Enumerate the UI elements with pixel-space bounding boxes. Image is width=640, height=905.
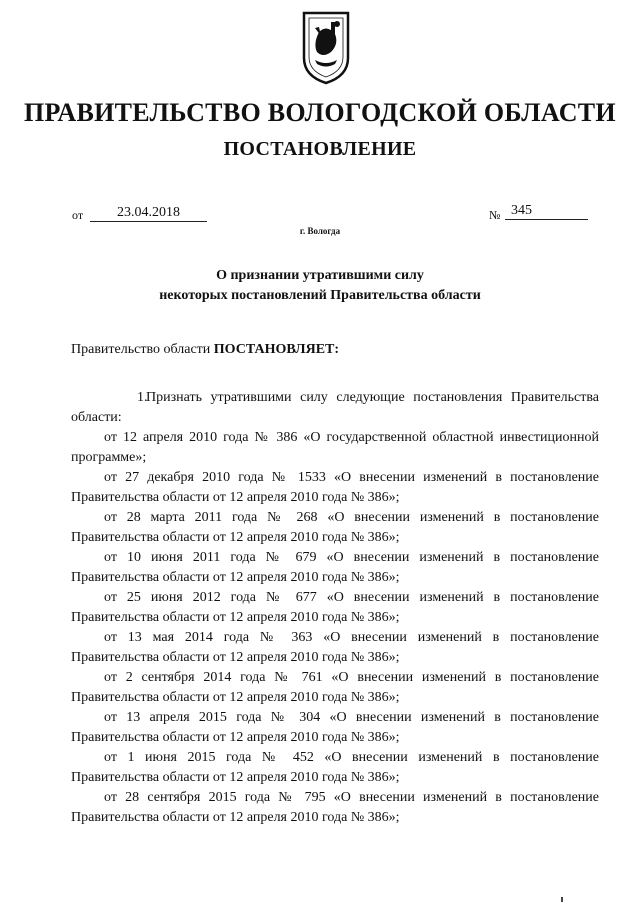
document-body [71, 388, 599, 828]
document-type: ПОСТАНОВЛЕНИЕ [223, 138, 417, 160]
resolution-item: от 28 сентября 2015 года № 795 «О внесении изменений в постановление Правительства области от 12 апреля 2010 года № 386»; [71, 790, 599, 825]
document-date: 23.04.2018 [90, 205, 207, 222]
intro-text: Правительство области [71, 342, 214, 357]
subject-line-2: некоторых постановлений Правительства области [159, 288, 481, 303]
resolution-item: от 27 декабря 2010 года № 1533 «О внесении изменений в постановление Правительства области от 12 апреля 2010 года № 386»; [71, 470, 599, 505]
city: г. Вологда [299, 226, 341, 236]
subject-line-1: О признании утратившими силу [216, 268, 424, 283]
document-subject [100, 266, 540, 306]
document-number [505, 203, 588, 220]
item-1 [71, 388, 599, 428]
item-1-number: 1. [137, 390, 148, 405]
intro-decree-word: ПОСТАНОВЛЯЕТ: [213, 342, 340, 357]
resolution-item: от 13 апреля 2015 года № 304 «О внесении изменений в постановление Правительства области от 12 апреля 2010 года № 386»; [71, 710, 599, 745]
document-number-value: 345 [511, 203, 532, 218]
resolution-item: от 2 сентября 2014 года № 761 «О внесении изменений в постановление Правительства области от 12 апреля 2010 года № 386»; [71, 670, 599, 705]
resolution-item: от 1 июня 2015 года № 452 «О внесении изменений в постановление Правительства области от 12 апреля 2010 года № 386»; [71, 750, 599, 785]
resolution-item: от 10 июня 2011 года № 679 «О внесении изменений в постановление Правительства области от 12 апреля 2010 года № 386»; [71, 550, 599, 585]
number-label: № [489, 208, 501, 222]
intro-paragraph [71, 340, 599, 360]
date-label: от [72, 208, 84, 222]
resolution-item: от 12 апреля 2010 года № 386 «О государственной областной инвестиционной программе»; [71, 430, 599, 465]
resolution-item: от 28 марта 2011 года № 268 «О внесении изменений в постановление Правительства области от 12 апреля 2010 года № 386»; [71, 510, 599, 545]
item-1-text: Признать утратившими силу следующие постановления Правительства области: [71, 390, 599, 425]
page-mark [561, 897, 563, 902]
government-title: ПРАВИТЕЛЬСТВО ВОЛОГОДСКОЙ ОБЛАСТИ [24, 98, 616, 127]
coat-of-arms-icon [301, 10, 351, 85]
resolution-item: от 13 мая 2014 года № 363 «О внесении изменений в постановление Правительства области от 12 апреля 2010 года № 386»; [71, 630, 599, 665]
resolution-item: от 25 июня 2012 года № 677 «О внесении изменений в постановление Правительства области от 12 апреля 2010 года № 386»; [71, 590, 599, 625]
